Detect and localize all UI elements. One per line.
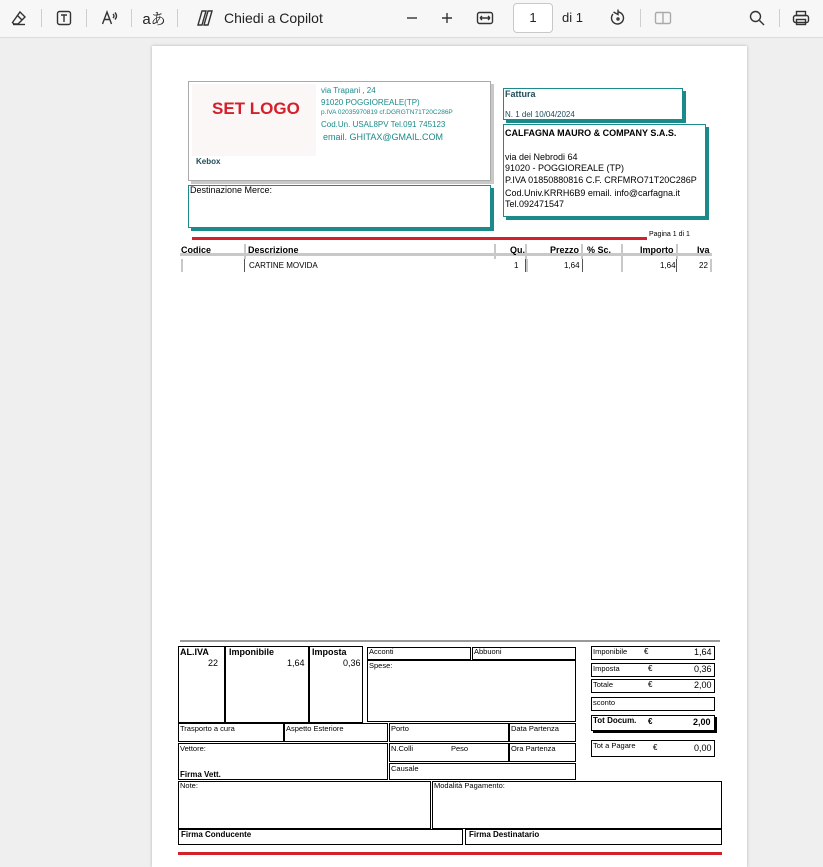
tot-docum-value: 2,00 [693, 717, 711, 727]
page-number-input[interactable]: 1 [513, 3, 553, 33]
spese-label: Spese: [369, 661, 393, 670]
fit-width-icon[interactable] [474, 0, 496, 36]
tot-imposta-value: 0,36 [694, 664, 712, 674]
read-aloud-icon[interactable] [99, 0, 121, 36]
col-separator [581, 244, 583, 259]
vettore-label: Vettore: [180, 744, 206, 753]
customer-phone: Tel.092471547 [505, 199, 565, 209]
col-importo: Importo [640, 245, 674, 255]
row-prezzo: 1,64 [564, 261, 580, 270]
aliva-value: 22 [208, 658, 219, 668]
peso-label: Peso [451, 744, 469, 753]
sender-vat: p.IVA 02035970819 cf.DGRGTN71T20C286P [321, 109, 453, 116]
row-importo: 1,64 [660, 261, 676, 270]
eraser-icon[interactable] [8, 0, 30, 36]
row-qu: 1 [514, 261, 519, 270]
ora-partenza-label: Ora Partenza [511, 744, 556, 753]
col-separator [621, 244, 623, 259]
page-info: Pagina 1 di 1 [649, 231, 690, 238]
zoom-out-icon[interactable] [402, 0, 422, 36]
document-type: Fattura [505, 89, 536, 99]
porto-label: Porto [391, 724, 409, 733]
firma-vett-label: Firma Vett. [180, 770, 221, 779]
sconto-label: sconto [593, 698, 616, 707]
logo-text: SET LOGO [212, 99, 300, 118]
row-descrizione: CARTINE MOVIDA [249, 261, 318, 270]
customer-city: 91020 - POGGIOREALE (TP) [505, 163, 625, 173]
copilot-button[interactable] [224, 0, 334, 36]
col-codice: Codice [181, 245, 212, 255]
abbuoni-label: Abbuoni [474, 647, 502, 656]
tot-imponibile-value: 1,64 [694, 647, 712, 657]
note-box [178, 781, 431, 829]
col-descrizione: Descrizione [248, 245, 299, 255]
data-partenza-label: Data Partenza [511, 724, 559, 733]
footer-separator [180, 640, 720, 642]
page-total: di 1 [562, 10, 583, 25]
search-icon[interactable] [746, 0, 768, 36]
translate-icon[interactable]: aあ [142, 10, 166, 28]
tot-pagare-value: 0,00 [694, 743, 712, 753]
sender-email: email. GHITAX@GMAIL.COM [323, 132, 443, 142]
acconti-label: Acconti [369, 647, 394, 656]
rotate-icon[interactable] [607, 0, 629, 36]
page-view-icon[interactable] [652, 0, 674, 36]
col-separator [525, 244, 527, 259]
spese-box [367, 660, 576, 722]
col-qu: Qu. [510, 245, 525, 255]
currency-symbol: € [648, 717, 653, 726]
trasporto-label: Trasporto a cura [180, 724, 235, 733]
pdf-toolbar [0, 0, 823, 38]
colli-label: N.Colli [391, 744, 414, 753]
pdf-page [152, 46, 747, 867]
imponibile-label: Imponibile [229, 647, 274, 657]
tot-imponibile-label: Imponibile [593, 647, 628, 656]
totale-label: Totale [593, 680, 614, 689]
sender-city: 91020 POGGIOREALE(TP) [321, 98, 420, 107]
col-prezzo: Prezzo [550, 245, 580, 255]
col-sconto: % Sc. [587, 245, 612, 255]
footer-red-line [178, 852, 722, 855]
customer-address: via dei Nebrodi 64 [505, 152, 578, 162]
currency-symbol: € [653, 743, 658, 752]
tot-docum-label: Tot Docum. [593, 716, 637, 725]
sender-address: via Trapani , 24 [321, 86, 376, 95]
causale-label: Causale [391, 764, 419, 773]
logo-area [192, 84, 316, 156]
col-separator [676, 244, 678, 259]
sender-name: Kebox [196, 157, 221, 166]
aspetto-label: Aspetto Esteriore [286, 724, 344, 733]
tot-pagare-label: Tot a Pagare [593, 741, 636, 750]
imposta-value: 0,36 [343, 658, 361, 668]
col-separator [494, 244, 496, 259]
sender-code: Cod.Un. USAL8PV Tel.091 745123 [321, 120, 446, 129]
customer-vat: P.IVA 01850880816 C.F. CRFMRO71T20C286P [505, 175, 697, 185]
col-iva: Iva [697, 245, 710, 255]
customer-name: CALFAGNA MAURO & COMPANY S.A.S. [505, 128, 677, 138]
customer-code-email: Cod.Univ.KRRH6B9 email. info@carfagna.it [505, 188, 681, 198]
note-label: Note: [180, 781, 198, 790]
firma-destinatario-label: Firma Destinatario [469, 830, 540, 839]
header-red-line [192, 237, 647, 240]
aliva-label: AL.IVA [180, 647, 209, 657]
col-separator [244, 244, 246, 259]
totale-value: 2,00 [694, 680, 712, 690]
copilot-icon[interactable] [194, 0, 216, 36]
currency-symbol: € [648, 680, 653, 689]
currency-symbol: € [648, 664, 653, 673]
destination-label: Destinazione Merce: [190, 185, 273, 195]
firma-conducente-label: Firma Conducente [181, 830, 252, 839]
document-number: N. 1 del 10/04/2024 [505, 110, 575, 119]
tot-imposta-label: Imposta [593, 664, 620, 673]
zoom-in-icon[interactable] [437, 0, 457, 36]
currency-symbol: € [644, 647, 649, 656]
modalita-label: Modalità Pagamento: [434, 781, 505, 790]
text-box-icon[interactable] [53, 0, 75, 36]
copilot-label: Chiedi a Copilot [224, 10, 323, 26]
row-iva: 22 [699, 261, 708, 270]
print-icon[interactable] [790, 0, 812, 36]
imponibile-value: 1,64 [287, 658, 305, 668]
imposta-label: Imposta [312, 647, 347, 657]
